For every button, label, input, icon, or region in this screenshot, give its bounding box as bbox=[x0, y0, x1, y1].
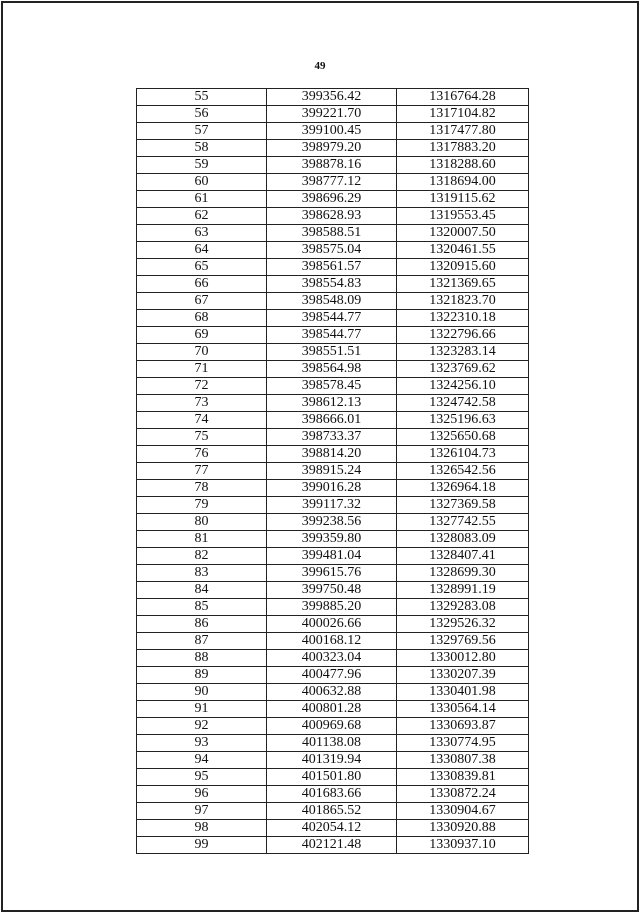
point-number-cell: 79 bbox=[137, 497, 267, 514]
x-coordinate-cell: 399221.70 bbox=[267, 106, 397, 123]
table-row bbox=[137, 786, 529, 803]
table-row bbox=[137, 344, 529, 361]
point-number-cell: 62 bbox=[137, 208, 267, 225]
y-coordinate-cell: 1318288.60 bbox=[397, 157, 529, 174]
y-coordinate-cell: 1319553.45 bbox=[397, 208, 529, 225]
point-number-cell: 83 bbox=[137, 565, 267, 582]
x-coordinate-cell: 401138.08 bbox=[267, 735, 397, 752]
y-coordinate-cell: 1323769.62 bbox=[397, 361, 529, 378]
x-coordinate-cell: 398733.37 bbox=[267, 429, 397, 446]
y-coordinate-cell: 1316764.28 bbox=[397, 89, 529, 106]
point-number-cell: 78 bbox=[137, 480, 267, 497]
x-coordinate-cell: 398979.20 bbox=[267, 140, 397, 157]
table-row bbox=[137, 446, 529, 463]
x-coordinate-cell: 399356.42 bbox=[267, 89, 397, 106]
x-coordinate-cell: 401501.80 bbox=[267, 769, 397, 786]
point-number-cell: 55 bbox=[137, 89, 267, 106]
x-coordinate-cell: 398544.77 bbox=[267, 310, 397, 327]
x-coordinate-cell: 399615.76 bbox=[267, 565, 397, 582]
y-coordinate-cell: 1328991.19 bbox=[397, 582, 529, 599]
point-number-cell: 71 bbox=[137, 361, 267, 378]
y-coordinate-cell: 1330904.67 bbox=[397, 803, 529, 820]
y-coordinate-cell: 1320007.50 bbox=[397, 225, 529, 242]
table-row bbox=[137, 701, 529, 718]
x-coordinate-cell: 398915.24 bbox=[267, 463, 397, 480]
table-row bbox=[137, 837, 529, 854]
y-coordinate-cell: 1330207.39 bbox=[397, 667, 529, 684]
y-coordinate-cell: 1330807.38 bbox=[397, 752, 529, 769]
y-coordinate-cell: 1327369.58 bbox=[397, 497, 529, 514]
x-coordinate-cell: 401683.66 bbox=[267, 786, 397, 803]
table-row bbox=[137, 378, 529, 395]
x-coordinate-cell: 399885.20 bbox=[267, 599, 397, 616]
table-row bbox=[137, 684, 529, 701]
point-number-cell: 87 bbox=[137, 633, 267, 650]
x-coordinate-cell: 400477.96 bbox=[267, 667, 397, 684]
table-row bbox=[137, 191, 529, 208]
y-coordinate-cell: 1321369.65 bbox=[397, 276, 529, 293]
table-row bbox=[137, 514, 529, 531]
point-number-cell: 97 bbox=[137, 803, 267, 820]
table-row bbox=[137, 480, 529, 497]
point-number-cell: 76 bbox=[137, 446, 267, 463]
table-row bbox=[137, 769, 529, 786]
x-coordinate-cell: 402054.12 bbox=[267, 820, 397, 837]
point-number-cell: 74 bbox=[137, 412, 267, 429]
x-coordinate-cell: 398588.51 bbox=[267, 225, 397, 242]
y-coordinate-cell: 1322796.66 bbox=[397, 327, 529, 344]
y-coordinate-cell: 1330872.24 bbox=[397, 786, 529, 803]
table-row bbox=[137, 548, 529, 565]
y-coordinate-cell: 1329769.56 bbox=[397, 633, 529, 650]
point-number-cell: 64 bbox=[137, 242, 267, 259]
table-row bbox=[137, 650, 529, 667]
y-coordinate-cell: 1317104.82 bbox=[397, 106, 529, 123]
x-coordinate-cell: 398628.93 bbox=[267, 208, 397, 225]
table-row bbox=[137, 429, 529, 446]
point-number-cell: 98 bbox=[137, 820, 267, 837]
point-number-cell: 66 bbox=[137, 276, 267, 293]
y-coordinate-cell: 1318694.00 bbox=[397, 174, 529, 191]
x-coordinate-cell: 399238.56 bbox=[267, 514, 397, 531]
table-row bbox=[137, 242, 529, 259]
table-row bbox=[137, 633, 529, 650]
table-row bbox=[137, 463, 529, 480]
y-coordinate-cell: 1323283.14 bbox=[397, 344, 529, 361]
x-coordinate-cell: 399100.45 bbox=[267, 123, 397, 140]
point-number-cell: 80 bbox=[137, 514, 267, 531]
y-coordinate-cell: 1330693.87 bbox=[397, 718, 529, 735]
x-coordinate-cell: 400969.68 bbox=[267, 718, 397, 735]
point-number-cell: 67 bbox=[137, 293, 267, 310]
point-number-cell: 60 bbox=[137, 174, 267, 191]
table-row bbox=[137, 123, 529, 140]
point-number-cell: 81 bbox=[137, 531, 267, 548]
table-row bbox=[137, 582, 529, 599]
point-number-cell: 94 bbox=[137, 752, 267, 769]
point-number-cell: 58 bbox=[137, 140, 267, 157]
point-number-cell: 82 bbox=[137, 548, 267, 565]
page-number: 49 bbox=[314, 60, 326, 72]
table-row bbox=[137, 208, 529, 225]
point-number-cell: 96 bbox=[137, 786, 267, 803]
y-coordinate-cell: 1320461.55 bbox=[397, 242, 529, 259]
y-coordinate-cell: 1330839.81 bbox=[397, 769, 529, 786]
coordinates-table bbox=[136, 88, 529, 854]
y-coordinate-cell: 1330564.14 bbox=[397, 701, 529, 718]
x-coordinate-cell: 399359.80 bbox=[267, 531, 397, 548]
table-row bbox=[137, 140, 529, 157]
table-row bbox=[137, 310, 529, 327]
point-number-cell: 93 bbox=[137, 735, 267, 752]
x-coordinate-cell: 398578.45 bbox=[267, 378, 397, 395]
x-coordinate-cell: 398564.98 bbox=[267, 361, 397, 378]
y-coordinate-cell: 1328699.30 bbox=[397, 565, 529, 582]
x-coordinate-cell: 398561.57 bbox=[267, 259, 397, 276]
y-coordinate-cell: 1324256.10 bbox=[397, 378, 529, 395]
table-row bbox=[137, 565, 529, 582]
table-row bbox=[137, 259, 529, 276]
y-coordinate-cell: 1319115.62 bbox=[397, 191, 529, 208]
point-number-cell: 88 bbox=[137, 650, 267, 667]
table-row bbox=[137, 735, 529, 752]
table-row bbox=[137, 276, 529, 293]
y-coordinate-cell: 1330937.10 bbox=[397, 837, 529, 854]
point-number-cell: 69 bbox=[137, 327, 267, 344]
x-coordinate-cell: 399750.48 bbox=[267, 582, 397, 599]
table-row bbox=[137, 752, 529, 769]
x-coordinate-cell: 398554.83 bbox=[267, 276, 397, 293]
y-coordinate-cell: 1326542.56 bbox=[397, 463, 529, 480]
y-coordinate-cell: 1322310.18 bbox=[397, 310, 529, 327]
x-coordinate-cell: 398544.77 bbox=[267, 327, 397, 344]
coordinates-table-body bbox=[137, 89, 529, 854]
y-coordinate-cell: 1320915.60 bbox=[397, 259, 529, 276]
x-coordinate-cell: 398612.13 bbox=[267, 395, 397, 412]
x-coordinate-cell: 398814.20 bbox=[267, 446, 397, 463]
y-coordinate-cell: 1328407.41 bbox=[397, 548, 529, 565]
table-row bbox=[137, 361, 529, 378]
y-coordinate-cell: 1325650.68 bbox=[397, 429, 529, 446]
point-number-cell: 56 bbox=[137, 106, 267, 123]
x-coordinate-cell: 401865.52 bbox=[267, 803, 397, 820]
x-coordinate-cell: 398548.09 bbox=[267, 293, 397, 310]
x-coordinate-cell: 400801.28 bbox=[267, 701, 397, 718]
y-coordinate-cell: 1326104.73 bbox=[397, 446, 529, 463]
point-number-cell: 99 bbox=[137, 837, 267, 854]
x-coordinate-cell: 398696.29 bbox=[267, 191, 397, 208]
y-coordinate-cell: 1326964.18 bbox=[397, 480, 529, 497]
point-number-cell: 73 bbox=[137, 395, 267, 412]
y-coordinate-cell: 1324742.58 bbox=[397, 395, 529, 412]
table-row bbox=[137, 497, 529, 514]
y-coordinate-cell: 1317477.80 bbox=[397, 123, 529, 140]
point-number-cell: 85 bbox=[137, 599, 267, 616]
table-row bbox=[137, 531, 529, 548]
table-row bbox=[137, 293, 529, 310]
point-number-cell: 84 bbox=[137, 582, 267, 599]
y-coordinate-cell: 1330774.95 bbox=[397, 735, 529, 752]
y-coordinate-cell: 1321823.70 bbox=[397, 293, 529, 310]
point-number-cell: 72 bbox=[137, 378, 267, 395]
y-coordinate-cell: 1330920.88 bbox=[397, 820, 529, 837]
x-coordinate-cell: 399481.04 bbox=[267, 548, 397, 565]
point-number-cell: 68 bbox=[137, 310, 267, 327]
x-coordinate-cell: 400323.04 bbox=[267, 650, 397, 667]
point-number-cell: 59 bbox=[137, 157, 267, 174]
table-row bbox=[137, 174, 529, 191]
y-coordinate-cell: 1330401.98 bbox=[397, 684, 529, 701]
point-number-cell: 90 bbox=[137, 684, 267, 701]
point-number-cell: 61 bbox=[137, 191, 267, 208]
y-coordinate-cell: 1328083.09 bbox=[397, 531, 529, 548]
point-number-cell: 75 bbox=[137, 429, 267, 446]
table-row bbox=[137, 667, 529, 684]
y-coordinate-cell: 1327742.55 bbox=[397, 514, 529, 531]
y-coordinate-cell: 1330012.80 bbox=[397, 650, 529, 667]
x-coordinate-cell: 398666.01 bbox=[267, 412, 397, 429]
y-coordinate-cell: 1329526.32 bbox=[397, 616, 529, 633]
x-coordinate-cell: 400026.66 bbox=[267, 616, 397, 633]
table-row bbox=[137, 89, 529, 106]
point-number-cell: 77 bbox=[137, 463, 267, 480]
x-coordinate-cell: 400168.12 bbox=[267, 633, 397, 650]
y-coordinate-cell: 1329283.08 bbox=[397, 599, 529, 616]
x-coordinate-cell: 399117.32 bbox=[267, 497, 397, 514]
point-number-cell: 65 bbox=[137, 259, 267, 276]
table-row bbox=[137, 412, 529, 429]
point-number-cell: 92 bbox=[137, 718, 267, 735]
x-coordinate-cell: 399016.28 bbox=[267, 480, 397, 497]
table-row bbox=[137, 106, 529, 123]
point-number-cell: 86 bbox=[137, 616, 267, 633]
table-row bbox=[137, 157, 529, 174]
x-coordinate-cell: 398777.12 bbox=[267, 174, 397, 191]
table-row bbox=[137, 820, 529, 837]
y-coordinate-cell: 1325196.63 bbox=[397, 412, 529, 429]
point-number-cell: 57 bbox=[137, 123, 267, 140]
table-row bbox=[137, 225, 529, 242]
point-number-cell: 95 bbox=[137, 769, 267, 786]
table-row bbox=[137, 616, 529, 633]
x-coordinate-cell: 398551.51 bbox=[267, 344, 397, 361]
table-row bbox=[137, 395, 529, 412]
x-coordinate-cell: 402121.48 bbox=[267, 837, 397, 854]
point-number-cell: 89 bbox=[137, 667, 267, 684]
table-row bbox=[137, 803, 529, 820]
point-number-cell: 63 bbox=[137, 225, 267, 242]
x-coordinate-cell: 400632.88 bbox=[267, 684, 397, 701]
point-number-cell: 91 bbox=[137, 701, 267, 718]
x-coordinate-cell: 398575.04 bbox=[267, 242, 397, 259]
table-row bbox=[137, 599, 529, 616]
y-coordinate-cell: 1317883.20 bbox=[397, 140, 529, 157]
x-coordinate-cell: 401319.94 bbox=[267, 752, 397, 769]
x-coordinate-cell: 398878.16 bbox=[267, 157, 397, 174]
table-row bbox=[137, 718, 529, 735]
table-row bbox=[137, 327, 529, 344]
point-number-cell: 70 bbox=[137, 344, 267, 361]
